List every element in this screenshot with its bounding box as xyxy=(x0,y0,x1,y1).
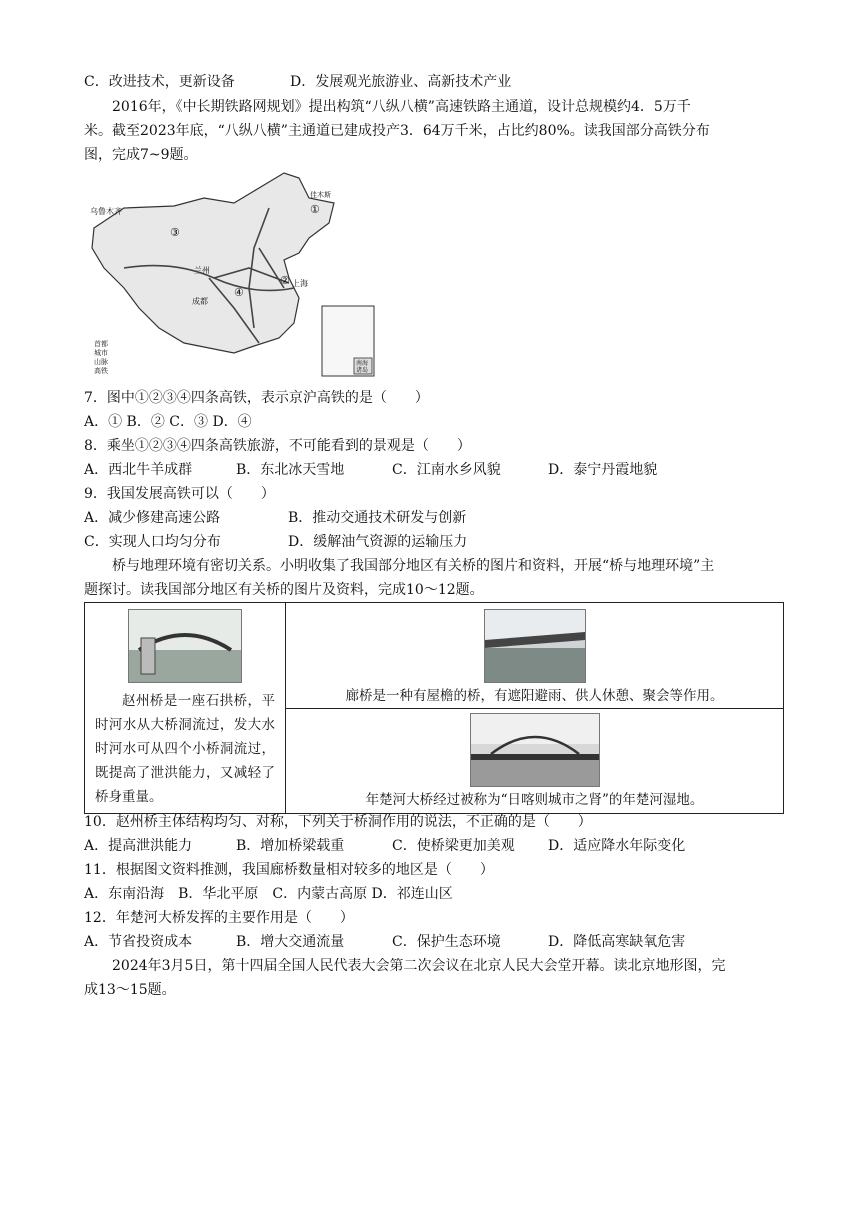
china-rail-map xyxy=(84,168,384,380)
q8-option-b: B．东北冰天雪地 xyxy=(236,462,345,478)
q9-option-c: C．实现人口均匀分布 xyxy=(84,534,221,550)
langqiao-bridge-photo xyxy=(484,609,586,683)
langqiao-text: 廊桥是一种有屋檐的桥，有遮阳避雨、供人休憩、聚会等作用。 xyxy=(345,688,724,704)
q8-option-a: A．西北牛羊成群 xyxy=(84,462,193,478)
langqiao-cell xyxy=(286,603,784,709)
q10-option-d: D．适应降水年际变化 xyxy=(548,838,686,854)
q10-stem: 10．赵州桥主体结构均匀、对称，下列关于桥洞作用的说法，不正确的是（ ） xyxy=(84,814,592,830)
map-city-shanghai: 上海 xyxy=(292,279,308,288)
q9-option-b: B．推动交通技术研发与创新 xyxy=(288,510,467,526)
passage1-line2: 米。截至2023年底，“八纵八横”主通道已建成投产3．64万千米，占比约80%。读我国部分高铁分布 xyxy=(84,123,710,139)
q11-options: A．东南沿海 B．华北平原 C．内蒙古高原 D．祁连山区 xyxy=(84,886,453,902)
q11-stem: 11．根据图文资料推测，我国廊桥数量相对较多的地区是（ ） xyxy=(84,862,494,878)
passage3-line2: 成13～15题。 xyxy=(84,982,176,998)
legend-capital: 首都 xyxy=(94,340,108,348)
passage1-line3: 图，完成7~9题。 xyxy=(84,147,198,163)
q9-option-d: D．缓解油气资源的运输压力 xyxy=(288,534,468,550)
q9-option-a: A．减少修建高速公路 xyxy=(84,510,221,526)
q9-stem: 9．我国发展高铁可以（ ） xyxy=(84,486,275,502)
zhaozhou-text: 赵州桥是一座石拱桥，平时河水从大桥洞流过，发大水时河水可从四个小桥洞流过，既提高了泄洪能力，又减轻了桥身重量。 xyxy=(95,693,275,805)
nianchu-cell xyxy=(286,709,784,814)
q7-stem: 7．图中①②③④四条高铁，表示京沪高铁的是（ ） xyxy=(84,390,429,406)
map-legend xyxy=(94,340,108,376)
legend-city: 城市 xyxy=(94,349,108,357)
passage2-line2: 题探讨。读我国部分地区有关桥的图片及资料，完成10～12题。 xyxy=(84,582,484,598)
china-map-drawing xyxy=(84,168,384,380)
map-city-chengdu: 成都 xyxy=(192,297,208,306)
q10-option-a: A．提高泄洪能力 xyxy=(84,838,193,854)
zhaozhou-cell xyxy=(85,603,286,814)
passage2-line1: 桥与地理环境有密切关系。小明收集了我国部分地区有关桥的图片和资料，开展“桥与地理环境”主 xyxy=(112,558,715,574)
bridges-table xyxy=(84,602,784,814)
map-city-lanzhou: 兰州 xyxy=(194,266,210,275)
map-city-jiamusi: 佳木斯 xyxy=(310,191,331,199)
q12-stem: 12．年楚河大桥发挥的主要作用是（ ） xyxy=(84,910,354,926)
legend-mountain: 山脉 xyxy=(94,358,108,366)
q8-option-c: C．江南水乡风貌 xyxy=(392,462,501,478)
map-marker-4: ④ xyxy=(234,286,244,299)
q7-options: A．① B．② C．③ D．④ xyxy=(84,414,252,430)
map-inset-label: 南海诸岛 xyxy=(356,360,369,374)
q6-option-c: C．改进技术，更新设备 xyxy=(84,74,235,90)
legend-rail: 高铁 xyxy=(94,367,108,375)
map-city-urumqi: 乌鲁木齐 xyxy=(90,207,122,216)
q10-option-b: B．增加桥梁载重 xyxy=(236,838,345,854)
q12-option-a: A．节省投资成本 xyxy=(84,934,193,950)
map-marker-1: ① xyxy=(310,203,320,216)
q8-option-d: D．泰宁丹霞地貌 xyxy=(548,462,658,478)
q8-stem: 8．乘坐①②③④四条高铁旅游，不可能看到的景观是（ ） xyxy=(84,438,471,454)
q12-option-c: C．保护生态环境 xyxy=(392,934,501,950)
passage3-line1: 2024年3月5日，第十四届全国人民代表大会第二次会议在北京人民大会堂开幕。读北京地形图，完 xyxy=(112,958,726,974)
q10-option-c: C．使桥梁更加美观 xyxy=(392,838,515,854)
q6-option-d: D．发展观光旅游业、高新技术产业 xyxy=(290,74,512,90)
passage1-line1: 2016年，《中长期铁路网规划》提出构筑“八纵八横”高速铁路主通道，设计总规模约4．5万千 xyxy=(112,99,691,115)
q12-option-d: D．降低高寒缺氧危害 xyxy=(548,934,686,950)
map-marker-2: ② xyxy=(280,274,290,287)
map-marker-3: ③ xyxy=(170,226,180,239)
nianchu-bridge-photo xyxy=(470,713,600,787)
q12-option-b: B．增大交通流量 xyxy=(236,934,345,950)
nianchu-text: 年楚河大桥经过被称为“日喀则城市之肾”的年楚河湿地。 xyxy=(365,792,704,808)
zhaozhou-bridge-photo xyxy=(128,609,242,683)
